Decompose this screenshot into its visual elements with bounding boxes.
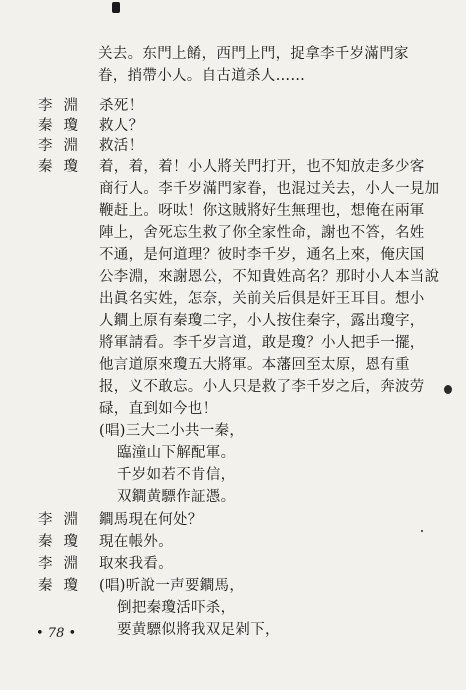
speaker-name: 李淵 (38, 138, 89, 154)
speaker-name: 秦瓊 (38, 118, 89, 134)
speaker-name: 李淵 (38, 512, 89, 528)
dialogue-line: 救人？ (99, 118, 144, 134)
ink-mark (112, 2, 120, 13)
text-line: 双鐧黄驃作証憑。 (117, 489, 236, 505)
dialogue-line: 現在帳外。 (99, 534, 173, 550)
dialogue-line: (唱)听說一声要鐧馬， (99, 578, 245, 594)
text-line: 商行人。李千岁滿門家眷，也混过关去，小人一見加 (99, 181, 440, 197)
speaker-name: 秦瓊 (38, 578, 89, 594)
text-line: 眷，捎帶小人。自古道杀人…… (98, 68, 306, 84)
dialogue-line: 救活！ (99, 138, 144, 154)
dialogue-line: 鐧馬現在何处？ (99, 512, 203, 528)
ink-spot (421, 530, 423, 532)
text-line: 將軍請看。李千岁言道，敢是瓊？小人把手一擺， (99, 335, 425, 351)
text-line: 千岁如若不肯信， (117, 467, 236, 483)
text-line: 关去。东門上餚，西門上門，捉拿李千岁滿門家 (98, 46, 409, 62)
text-line: 他言道原來瓊五大將軍。本藩回至太原，恩有重 (99, 357, 410, 373)
text-line: 不通，是何道理？彼时李千岁，通名上來，俺庆国 (99, 247, 425, 263)
text-line: (唱)三大二小共一秦， (99, 423, 245, 439)
text-line: 倒把秦瓊活吓杀， (117, 600, 236, 616)
dialogue-line: 取來我看。 (99, 556, 173, 572)
dialogue-line: 着，着，着！小人將关門打开，也不知放走多少客 (99, 159, 425, 175)
text-line: 陣上，舍死忘生救了你全家性命，謝也不答，名姓 (99, 225, 425, 241)
text-line: 要黄驃似將我双足剁下， (117, 622, 280, 638)
text-line: 人鐧上原有秦瓊二字，小人按住秦字，露出瓊字， (99, 313, 425, 329)
speaker-name: 秦瓊 (38, 159, 89, 175)
page-number: • 78 • (36, 626, 77, 641)
speaker-name: 李淵 (38, 556, 89, 572)
text-line: 出眞名实姓，怎奈，关前关后俱是奸王耳目。想小 (99, 291, 425, 307)
text-line: 碌，直到如今也！ (99, 401, 218, 417)
text-line: 鞭赶上。呀呔！你这賊將好生無理也，想俺在兩軍 (99, 203, 425, 219)
speaker-name: 秦瓊 (38, 534, 89, 550)
speaker-name: 李淵 (38, 98, 89, 114)
text-line: 报，义不敢忘。小人只是救了李千岁之后，奔波劳 (99, 379, 425, 395)
ink-spot (444, 385, 452, 394)
dialogue-line: 杀死！ (99, 98, 144, 114)
text-line: 臨潼山下解配軍。 (117, 445, 236, 461)
text-line: 公李淵，來謝恩公，不知貴姓高名？那时小人本当說 (99, 269, 440, 285)
